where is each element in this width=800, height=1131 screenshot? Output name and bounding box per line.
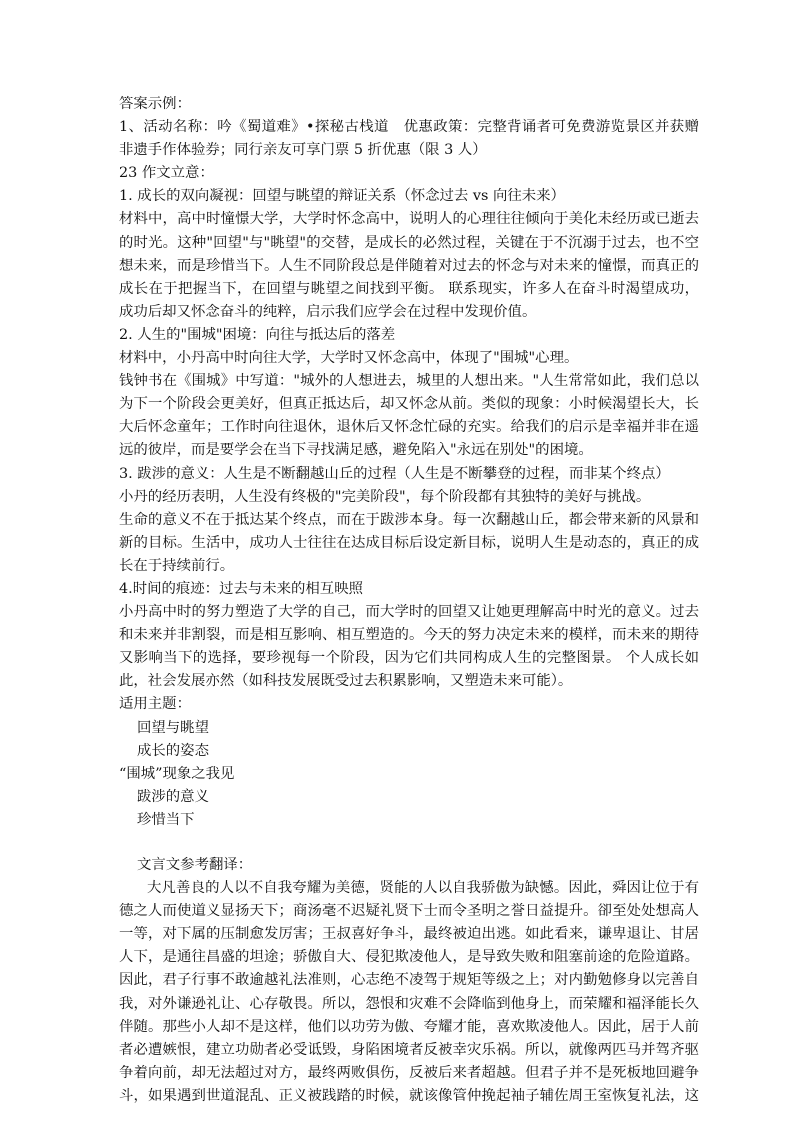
p4-body-line: 和未来并非割裂，而是相互影响、相互塑造的。今天的努力决定未来的模样，而未来的期待 — [119, 627, 699, 644]
theme-item: 珍惜当下 — [137, 811, 195, 828]
activity-line-1: 1、活动名称：吟《蜀道难》•探秘古栈道 优惠政策：完整背诵者可免费游览景区并获赠 — [119, 119, 699, 136]
p2-body-line: 远的彼岸，而是要学会在当下寻找满足感，避免陷入"永远在别处"的困境。 — [119, 442, 593, 459]
p4-heading: 4.时间的痕迹：过去与未来的相互映照 — [119, 580, 363, 597]
p2-body-line: 钱钟书在《围城》中写道："城外的人想进去，城里的人想出来。"人生常常如此，我们总以 — [119, 373, 699, 390]
theme-item: 回望与眺望 — [137, 719, 209, 736]
p1-heading: 1. 成长的双向凝视：回望与眺望的辩证关系（怀念过去 vs 向往未来） — [119, 188, 565, 205]
p3-body-line: 生命的意义不在于抵达某个终点，而在于跋涉本身。每一次翻越山丘，都会带来新的风景和 — [119, 511, 699, 528]
p4-body-line: 小丹高中时的努力塑造了大学的自己，而大学时的回望又让她更理解高中时光的意义。过去 — [119, 604, 699, 621]
translation-line: 伴随。那些小人却不是这样，他们以功劳为傲、夸耀才能，喜欢欺凌他人。因此，居于人前 — [119, 1018, 699, 1035]
p1-body-line: 的时光。这种"回望"与"眺望"的交替，是成长的必然过程，关键在于不沉溺于过去，也不空 — [119, 234, 699, 251]
translation-line: 争着向前，却无法超过对方，最终两败俱伤，反被后来者超越。但君子并不是死板地回避争 — [119, 1064, 699, 1081]
translation-line: 者必遭嫉恨，建立功勋者必受诋毁，身陷困境者反被幸灾乐祸。所以，就像两匹马并驾齐驱 — [119, 1041, 699, 1058]
document-page — [119, 93, 699, 1108]
p1-body-line: 想未来，而是珍惜当下。人生不同阶段总是伴随着对过去的怀念与对未来的憧憬，而真正的 — [119, 257, 699, 274]
translation-line: 斗，如果遇到世道混乱、正义被践踏的时候，就该像管仲挽起袖子辅佐周王室恢复礼法，这 — [119, 1087, 699, 1104]
translation-line: 大凡善良的人以不自我夸耀为美德，贤能的人以自我骄傲为缺憾。因此，舜因让位于有 — [147, 880, 699, 897]
theme-item: 成长的姿态 — [137, 742, 209, 759]
translation-line: 我，对外谦逊礼让、心存敬畏。所以，怨恨和灾难不会降临到他身上，而荣耀和福泽能长久 — [119, 995, 699, 1012]
translation-line: 德之人而使道义显扬天下；商汤毫不迟疑礼贤下士而令圣明之誉日益提升。卻至处处想高人 — [119, 903, 699, 920]
p2-body-line: 大后怀念童年；工作时向往退休，退休后又怀念忙碌的充实。给我们的启示是幸福并非在遥 — [119, 419, 699, 436]
p2-body-line: 材料中，小丹高中时向往大学，大学时又怀念高中，体现了"围城"心理。 — [119, 350, 579, 367]
p1-body-line: 材料中，高中时憧憬大学，大学时怀念高中，说明人的心理往往倾向于美化未经历或已逝去 — [119, 211, 699, 228]
activity-line-2: 非遗手作体验券；同行亲友可享门票 5 折优惠（限 3 人） — [119, 142, 487, 159]
p3-body-line: 新的目标。生活中，成功人士往往在达成目标后设定新目标，说明人生是动态的，真正的成 — [119, 534, 699, 551]
p1-body-line: 成长在于把握当下，在回望与眺望之间找到平衡。 联系现实，许多人在奋斗时渴望成功， — [119, 280, 699, 297]
p3-body-line: 小丹的经历表明，人生没有终极的"完美阶段"，每个阶段都有其独特的美好与挑战。 — [119, 488, 651, 505]
translation-line: 因此，君子行事不敢逾越礼法准则，心志绝不凌驾于规矩等级之上；对内勤勉修身以完善自 — [119, 972, 699, 989]
p2-heading: 2. 人生的"围城"困境：向往与抵达后的落差 — [119, 326, 396, 343]
p2-body-line: 为下一个阶段会更美好，但真正抵达后，却又怀念从前。类似的现象：小时候渴望长大，长 — [119, 396, 699, 413]
answer-example-heading: 答案示例： — [119, 96, 191, 112]
p3-body-line: 长在于持续前行。 — [119, 557, 235, 574]
translation-title: 文言文参考翻译： — [137, 857, 253, 873]
themes-title: 适用主题： — [119, 696, 191, 713]
p1-body-line: 成功后却又怀念奋斗的纯粹，启示我们应学会在过程中发现价值。 — [119, 303, 537, 320]
p4-body-line: 又影响当下的选择，要珍视每一个阶段，因为它们共同构成人生的完整图景。 个人成长如 — [119, 650, 699, 667]
p4-body-line: 此，社会发展亦然（如科技发展既受过去积累影响，又塑造未来可能）。 — [119, 673, 573, 690]
translation-line: 人下，是通往昌盛的坦途；骄傲自大、侵犯欺凌他人，是导致失败和阻塞前途的危险道路。 — [119, 949, 699, 966]
section-spacer — [119, 832, 699, 854]
p3-heading: 3. 跋涉的意义：人生是不断翻越山丘的过程（人生是不断攀登的过程，而非某个终点） — [119, 465, 670, 482]
theme-item: “围城”现象之我见 — [119, 765, 235, 782]
essay-title: 23 作文立意： — [119, 165, 214, 182]
theme-item: 跋涉的意义 — [137, 788, 209, 805]
translation-line: 一等，对下属的压制愈发厉害；王叔喜好争斗，最终被迫出逃。如此看来，谦卑退让、甘居 — [119, 926, 699, 943]
